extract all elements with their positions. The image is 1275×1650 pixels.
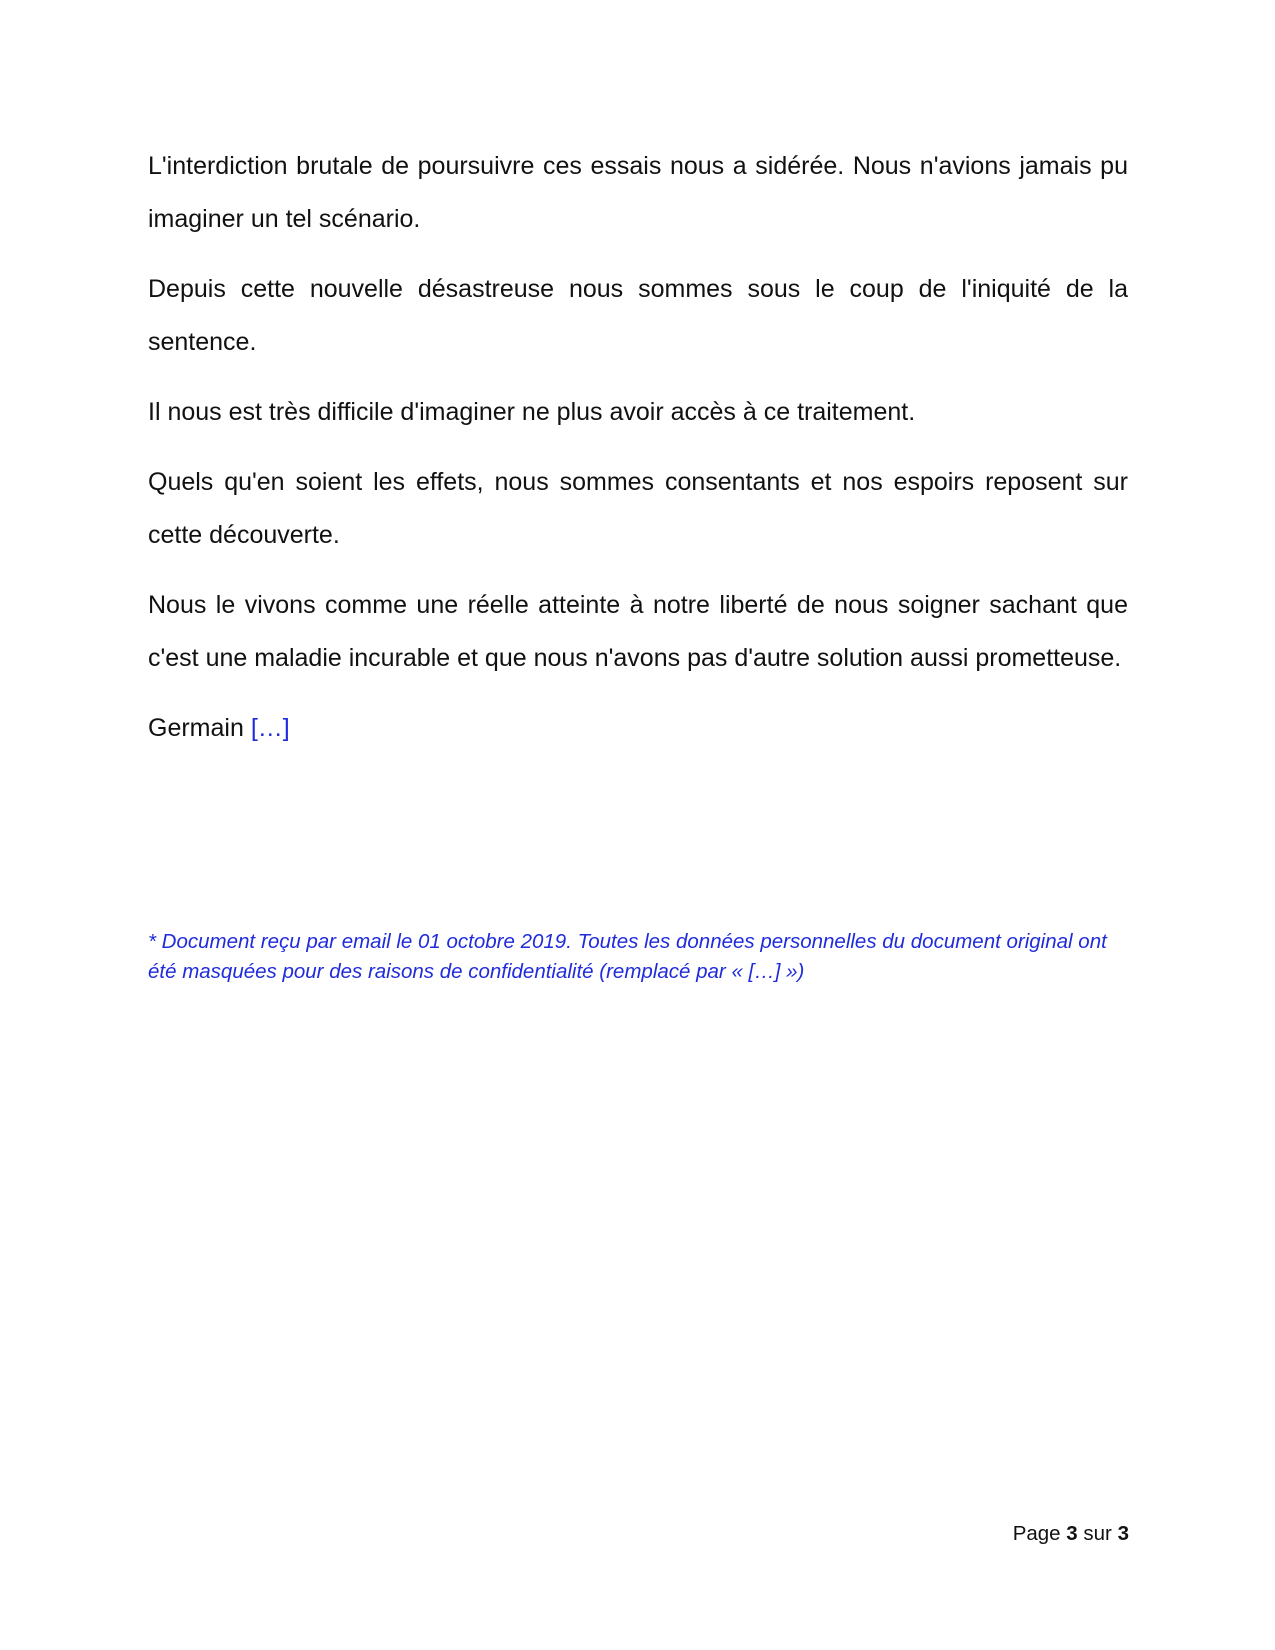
- paragraph-4: Quels qu'en soient les effets, nous sommes consentants et nos espoirs reposent sur cette découverte.: [148, 468, 1128, 549]
- page-number-prefix: Page: [1012, 1522, 1061, 1545]
- page-number: [1013, 1520, 1129, 1548]
- signature-name: Germain: [148, 714, 244, 742]
- paragraph-1: L'interdiction brutale de poursuivre ces essais nous a sidérée. Nous n'avions jamais pu imaginer un tel scénario.: [148, 152, 1128, 233]
- letter-body: [148, 140, 1128, 772]
- paragraph-2: Depuis cette nouvelle désastreuse nous sommes sous le coup de l'iniquité de la sentence.: [148, 275, 1128, 356]
- confidentiality-footnote: * Document reçu par email le 01 octobre 2019. Toutes les données personnelles du document original ont été masquées pour des raisons de confidentialité (remplacé par « […] »): [148, 930, 1107, 983]
- page-number-separator: sur: [1083, 1522, 1112, 1545]
- paragraph-5: Nous le vivons comme une réelle atteinte à notre liberté de nous soigner sachant que c'est une maladie incurable et que nous n'avons pas d'autre solution aussi prometteuse.: [148, 591, 1128, 672]
- page-number-total: 3: [1117, 1522, 1129, 1545]
- signature-line: [148, 702, 1128, 755]
- paragraph-3: Il nous est très difficile d'imaginer ne plus avoir accès à ce traitement.: [148, 398, 916, 426]
- redacted-placeholder: […]: [250, 714, 290, 742]
- page-number-current: 3: [1066, 1522, 1078, 1545]
